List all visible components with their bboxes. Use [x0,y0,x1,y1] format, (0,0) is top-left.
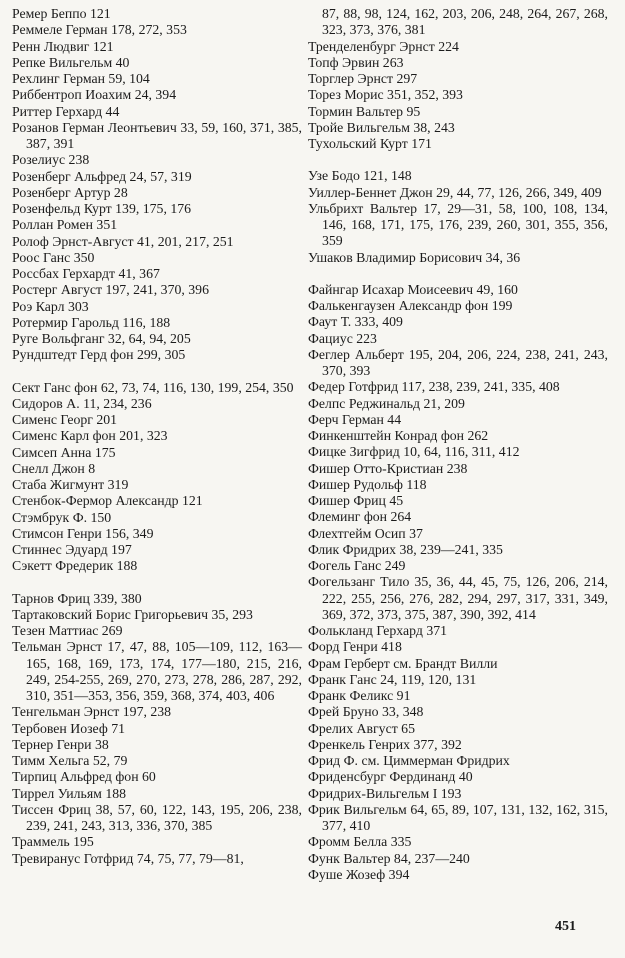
index-entry: Фрелих Август 65 [308,720,415,736]
index-entry: Тенгельман Эрнст 197, 238 [12,704,172,720]
index-entry: Ренн Людвиг 121 [12,38,114,54]
section-gap [308,266,608,282]
index-entry: Тирпиц Альфред фон 60 [12,769,156,785]
index-entry: Торез Морис 351, 352, 393 [308,87,463,103]
index-entry: Тезен Маттиас 269 [12,623,123,638]
index-entry: Флик Фридрих 38, 239—241, 335 [308,541,503,557]
index-entry: Рундштедт Герд фон 299, 305 [12,347,186,363]
index-entry: Файнгар Исахар Моисеевич 49, 160 [308,281,518,297]
index-column-right [308,6,608,883]
index-entry: Тельман Эрнст 17, 47, 88, 105—109, 112, 163—165, 168, 169, 173, 174, 177—180, 215, 216, 249, 254-255, 269, 270, 273, 278, 286, 287, 292, 310, 351—353, 356, 359, 368, 374, 403, 406 [12,639,302,703]
index-entry: Торглер Эрнст 297 [308,71,418,86]
index-entry: Тревиранус Готфрид 74, 75, 77, 79—81, [12,850,244,866]
index-entry: Стэмбрук Ф. 150 [12,509,112,525]
section-gap [308,152,608,168]
index-entry: Снелл Джон 8 [12,460,96,476]
index-entry: Тиссен Фриц 38, 57, 60, 122, 143, 195, 206, 238, 239, 241, 243, 313, 336, 370, 385 [12,801,302,833]
index-entry: Сименс Георг 201 [12,412,118,427]
index-entry: Сект Ганс фон 62, 73, 74, 116, 130, 199, 254, 350 [12,379,294,395]
index-entry: Ушаков Владимир Борисович 34, 36 [308,249,521,265]
index-entry: Фишер Рудольф 118 [308,476,427,492]
index-entry: Траммель 195 [12,834,94,850]
index-entry: Репке Вильгельм 40 [12,54,130,70]
index-entry: Тройе Вильгельм 38, 243 [308,119,455,135]
index-entry: Франк Ганс 24, 119, 120, 131 [308,671,477,687]
index-entry: 87, 88, 98, 124, 162, 203, 206, 248, 264, 267, 268, 323, 373, 376, 381 [322,6,608,38]
index-entry: Розенфельд Курт 139, 175, 176 [12,201,192,216]
index-entry: Стимсон Генри 156, 349 [12,525,154,541]
page-number: 451 [555,919,576,934]
index-entry: Топф Эрвин 263 [308,54,404,70]
index-entry: Фрей Бруно 33, 348 [308,704,424,720]
index-entry: Тернер Генри 38 [12,736,109,752]
index-entry: Тартаковский Борис Григорьевич 35, 293 [12,606,253,622]
index-entry: Фациус 223 [308,330,377,346]
index-entry: Фриденсбург Фердинанд 40 [308,769,473,785]
index-entry: Франк Феликс 91 [308,688,411,703]
index-entry: Роллан Ромен 351 [12,217,118,233]
index-entry: Феглер Альберт 195, 204, 206, 224, 238, 241, 243, 370, 393 [308,346,608,378]
index-entry: Фицке Зигфрид 10, 64, 116, 311, 412 [308,444,520,460]
index-entry: Фромм Белла 335 [308,834,412,850]
index-entry: Роэ Карл 303 [12,298,89,314]
index-entry: Фогельзанг Тило 35, 36, 44, 45, 75, 126, 206, 214, 222, 255, 256, 276, 282, 294, 297, 317, 331, 349, 369, 372, 373, 375, 387, 390, 392, 414 [308,574,608,622]
index-entry: Ротермир Гарольд 116, 188 [12,314,171,330]
index-entry: Фридрих-Вильгельм I 193 [308,785,462,801]
index-entry: Фелпс Реджинальд 21, 209 [308,395,465,411]
index-entry: Ферч Герман 44 [308,411,402,427]
index-entry: Роос Ганс 350 [12,249,95,265]
index-entry: Розелиус 238 [12,152,90,168]
index-entry: Тухольский Курт 171 [308,136,432,151]
index-entry: Фуше Жозеф 394 [308,866,410,882]
index-entry: Риттер Герхард 44 [12,103,120,119]
index-entry: Сэкетт Фредерик 188 [12,558,138,574]
index-entry: Финкенштейн Конрад фон 262 [308,428,489,443]
index-entry: Фишер Фриц 45 [308,493,404,508]
index-entry: Фолькланд Герхард 371 [308,623,448,638]
index-entry: Ульбрихт Вальтер 17, 29—31, 58, 100, 108, 134, 146, 168, 171, 175, 176, 239, 260, 301, 355, 356, 359 [308,200,608,249]
index-entry: Фогель Ганс 249 [308,558,406,573]
index-entry: Тормин Вальтер 95 [308,103,421,119]
index-entry: Фаут Т. 333, 409 [308,314,403,330]
section-gap [12,575,302,591]
index-entry: Тренделенбург Эрнст 224 [308,38,459,54]
index-entry: Сименс Карл фон 201, 323 [12,428,168,444]
index-entry: Стиннес Эдуард 197 [12,542,132,557]
index-entry: Фрам Герберт см. Брандт Вилли [308,655,498,671]
index-entry: Розенберг Альфред 24, 57, 319 [12,168,192,184]
index-entry: Фишер Отто-Кристиан 238 [308,460,468,476]
index-entry: Тиррел Уильям 188 [12,785,127,801]
index-column-left [12,6,302,867]
index-entry: Тимм Хельга 52, 79 [12,753,128,768]
index-entry: Риббентроп Иоахим 24, 394 [12,87,177,103]
index-entry: Федер Готфрид 117, 238, 239, 241, 335, 408 [308,379,560,395]
index-entry: Реммеле Герман 178, 272, 353 [12,22,187,38]
index-entry: Флехтгейм Осип 37 [308,525,423,541]
index-entry: Фрик Вильгельм 64, 65, 89, 107, 131, 132, 162, 315, 377, 410 [308,801,608,833]
index-entry: Сидоров А. 11, 234, 236 [12,395,152,411]
index-entry: Форд Генри 418 [308,639,402,655]
index-entry: Флеминг фон 264 [308,509,412,525]
index-entry: Уиллер-Беннет Джон 29, 44, 77, 126, 266, 349, 409 [308,184,602,200]
index-entry: Ростерг Август 197, 241, 370, 396 [12,282,209,298]
index-entry: Россбах Герхардт 41, 367 [12,266,160,281]
index-entry: Тарнов Фриц 339, 380 [12,590,142,606]
index-entry: Фалькенгаузен Александр фон 199 [308,298,513,313]
index-entry: Симсеп Анна 175 [12,444,116,460]
index-entry: Стенбок-Фермор Александр 121 [12,493,203,509]
index-entry: Френкель Генрих 377, 392 [308,736,462,752]
index-entry: Стаба Жигмунт 319 [12,477,129,492]
index-entry: Руге Вольфганг 32, 64, 94, 205 [12,331,191,346]
index-entry: Фрид Ф. см. Циммерман Фридрих [308,753,510,768]
index-entry: Розенберг Артур 28 [12,184,128,200]
index-entry: Рехлинг Герман 59, 104 [12,71,150,86]
index-entry: Ролоф Эрнст-Август 41, 201, 217, 251 [12,233,234,249]
index-entry: Розанов Герман Леонтьевич 33, 59, 160, 371, 385, 387, 391 [12,119,302,151]
index-entry: Узе Бодо 121, 148 [308,168,412,184]
index-entry: Тербовен Иозеф 71 [12,720,126,736]
section-gap [12,364,302,380]
index-entry: Ремер Беппо 121 [12,6,111,21]
index-entry: Функ Вальтер 84, 237—240 [308,850,470,866]
